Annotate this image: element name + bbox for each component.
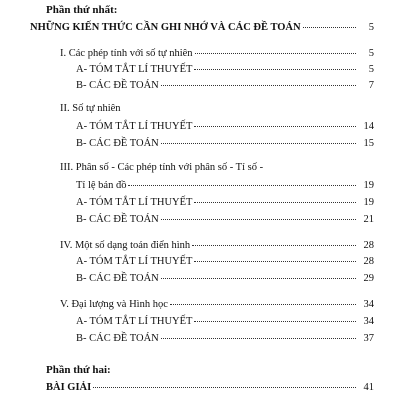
page-number: 7 bbox=[368, 80, 374, 91]
leader-dots bbox=[161, 219, 356, 220]
section-5-heading: V. Đại lượng và Hình học 34 bbox=[60, 299, 374, 310]
section-3-item-a: A- TÓM TẮT LÍ THUYẾT 19 bbox=[76, 197, 374, 208]
section-5-item-a: A- TÓM TẮT LÍ THUYẾT 34 bbox=[76, 316, 374, 327]
page-number: 5 bbox=[368, 22, 374, 33]
page-number: 5 bbox=[368, 48, 374, 59]
leader-dots bbox=[128, 185, 356, 186]
section-4-heading: IV. Một số dạng toán điển hình 28 bbox=[60, 240, 374, 251]
page-number: 41 bbox=[363, 382, 374, 393]
section-5-item-b: B- CÁC ĐỀ TOÁN 37 bbox=[76, 333, 374, 344]
part-two-label: Phần thứ hai: bbox=[46, 364, 111, 376]
leader-dots bbox=[194, 69, 356, 70]
leader-dots bbox=[161, 338, 356, 339]
leader-dots bbox=[192, 245, 356, 246]
part-one-title-row bbox=[0, 22, 400, 34]
leader-dots bbox=[303, 27, 356, 28]
leader-dots bbox=[161, 278, 356, 279]
page-number: 28 bbox=[363, 256, 374, 267]
leader-dots bbox=[161, 143, 356, 144]
page-number: 15 bbox=[363, 138, 374, 149]
leader-dots bbox=[170, 304, 356, 305]
page-number: 37 bbox=[363, 333, 374, 344]
section-4-item-a: A- TÓM TẮT LÍ THUYẾT 28 bbox=[76, 256, 374, 267]
part-one-label: Phần thứ nhất: bbox=[46, 4, 118, 16]
leader-dots bbox=[161, 85, 356, 86]
leader-dots bbox=[194, 321, 356, 322]
section-3-heading: III. Phân số - Các phép tính với phân số - Tỉ số - bbox=[60, 162, 264, 173]
section-4-item-b: B- CÁC ĐỀ TOÁN 29 bbox=[76, 273, 374, 284]
part-two-title: BÀI GIẢI bbox=[46, 382, 92, 393]
leader-dots bbox=[194, 202, 356, 203]
section-2-item-b: B- CÁC ĐỀ TOÁN 15 bbox=[76, 138, 374, 149]
leader-dots bbox=[194, 126, 356, 127]
leader-dots bbox=[194, 261, 356, 262]
section-1-item-a: A- TÓM TẮT LÍ THUYẾT 5 bbox=[76, 64, 374, 75]
page-number: 34 bbox=[363, 299, 374, 310]
page-number: 19 bbox=[363, 180, 374, 191]
page-number: 21 bbox=[363, 214, 374, 225]
section-2-heading: II. Số tự nhiên bbox=[60, 103, 121, 114]
page-number: 14 bbox=[363, 121, 374, 132]
leader-dots bbox=[195, 53, 356, 54]
page-number: 28 bbox=[363, 240, 374, 251]
section-3-item-b: B- CÁC ĐỀ TOÁN 21 bbox=[76, 214, 374, 225]
page-number: 19 bbox=[363, 197, 374, 208]
page-number: 29 bbox=[363, 273, 374, 284]
page-number: 34 bbox=[363, 316, 374, 327]
page-number: 5 bbox=[368, 64, 374, 75]
section-2-item-a: A- TÓM TẮT LÍ THUYẾT 14 bbox=[76, 121, 374, 132]
part-two-title-row bbox=[0, 382, 400, 394]
section-1-heading: I. Các phép tính với số tự nhiên 5 bbox=[60, 48, 374, 59]
leader-dots bbox=[93, 387, 356, 388]
section-1-item-b: B- CÁC ĐỀ TOÁN 7 bbox=[76, 80, 374, 91]
part-one-title: NHỮNG KIẾN THỨC CẦN GHI NHỚ VÀ CÁC ĐỀ TOÁN bbox=[30, 22, 301, 33]
section-3-heading-cont: Tỉ lệ bản đồ 19 bbox=[76, 180, 374, 191]
